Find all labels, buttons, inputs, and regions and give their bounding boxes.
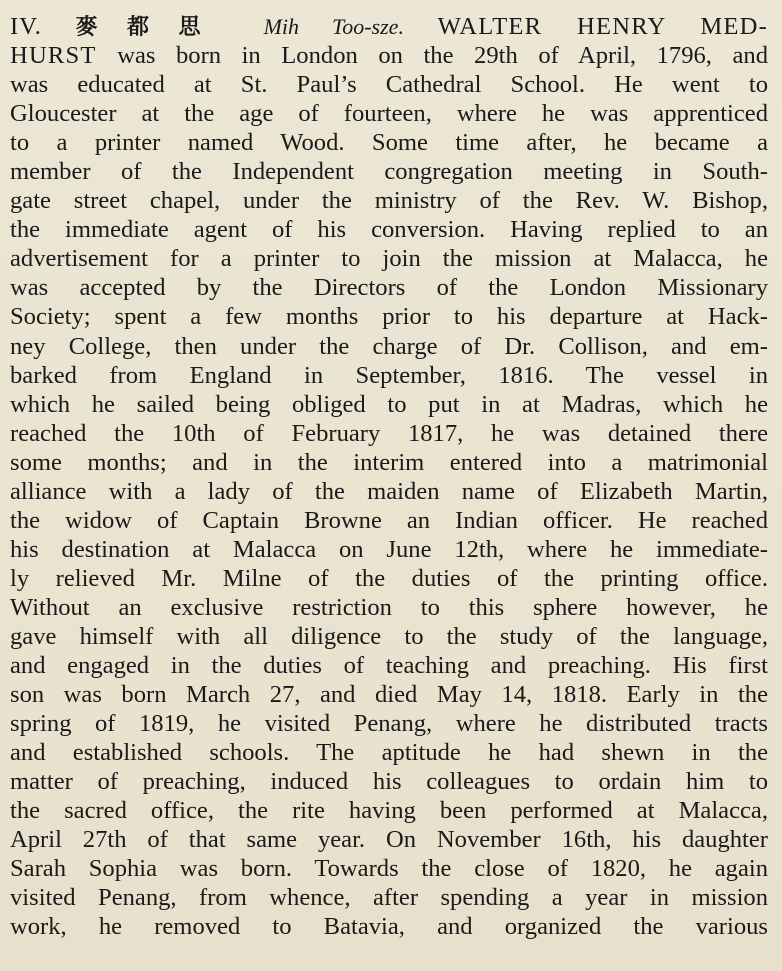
- text-line: to a printer named Wood. Some time after, he became a: [10, 129, 768, 157]
- text-line: work, he removed to Batavia, and organized the various: [10, 913, 768, 941]
- text-line: son was born March 27, and died May 14, 1818. Early in the: [10, 681, 768, 709]
- text-line: barked from England in September, 1816. The vessel in: [10, 361, 768, 389]
- text-line: reached the 10th of February 1817, he was detained there: [10, 419, 768, 447]
- text-line: gave himself with all diligence to the study of the language,: [10, 622, 768, 650]
- text-line-content: was born in London on the 29th of April, 1796, and: [117, 42, 768, 70]
- text-line: was educated at St. Paul’s Cathedral School. He went to: [10, 71, 768, 99]
- entry-heading-line: [10, 12, 768, 41]
- text-line: and established schools. The aptitude he had shewn in the: [10, 739, 768, 767]
- text-line: and engaged in the duties of teaching and preaching. His first: [10, 652, 768, 680]
- text-line: Society; spent a few months prior to his departure at Hack-: [10, 303, 768, 331]
- entry-number: IV.: [10, 13, 42, 40]
- text-line: was accepted by the Directors of the London Missionary: [10, 274, 768, 302]
- text-line: [10, 41, 768, 70]
- subject-name: WALTER HENRY MED-: [437, 13, 768, 40]
- text-line: advertisement for a printer to join the mission at Malacca, he: [10, 245, 768, 273]
- subject-name-continued: HURST: [10, 42, 97, 70]
- text-line: gate street chapel, under the ministry of the Rev. W. Bishop,: [10, 187, 768, 215]
- text-line: member of the Independent congregation meeting in South-: [10, 158, 768, 186]
- text-line: the sacred office, the rite having been performed at Malacca,: [10, 797, 768, 825]
- text-line: Gloucester at the age of fourteen, where he was apprenticed: [10, 100, 768, 128]
- text-line: which he sailed being obliged to put in at Madras, which he: [10, 390, 768, 418]
- text-line: visited Penang, from whence, after spending a year in mission: [10, 884, 768, 912]
- text-line: some months; and in the interim entered into a matrimonial: [10, 448, 768, 476]
- text-line: the widow of Captain Browne an Indian officer. He reached: [10, 506, 768, 534]
- text-line: April 27th of that same year. On November 16th, his daughter: [10, 826, 768, 854]
- text-line: matter of preaching, induced his colleagues to ordain him to: [10, 768, 768, 796]
- text-line: ney College, then under the charge of Dr. Collison, and em-: [10, 332, 768, 360]
- text-line: alliance with a lady of the maiden name of Elizabeth Martin,: [10, 477, 768, 505]
- text-line: Sarah Sophia was born. Towards the close of 1820, he again: [10, 855, 768, 883]
- biography-entry: [10, 12, 768, 942]
- text-line: ly relieved Mr. Milne of the duties of the printing office.: [10, 564, 768, 592]
- text-line: the immediate agent of his conversion. Having replied to an: [10, 216, 768, 244]
- romanized-name: Mih Too-sze.: [263, 14, 404, 39]
- text-line: Without an exclusive restriction to this sphere however, he: [10, 593, 768, 621]
- chinese-name: 麥都思: [75, 15, 230, 40]
- text-line: his destination at Malacca on June 12th, where he immediate-: [10, 535, 768, 563]
- text-line: spring of 1819, he visited Penang, where he distributed tracts: [10, 710, 768, 738]
